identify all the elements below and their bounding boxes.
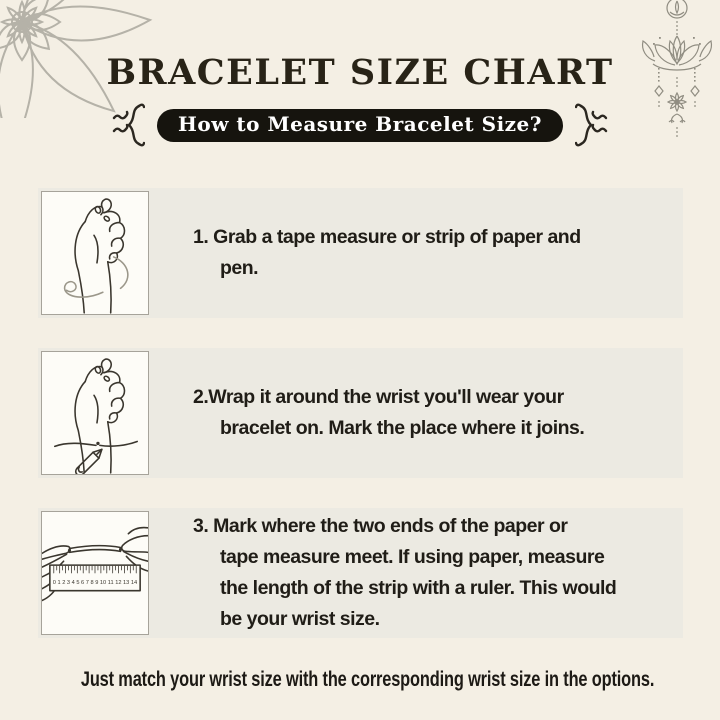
instruction-steps [38, 188, 683, 638]
step2-line1: 2.Wrap it around the wrist you'll wear your [193, 386, 564, 408]
step1-illustration-box [41, 191, 149, 315]
step2-text [193, 382, 680, 444]
subtitle-badge [157, 109, 563, 142]
step1-text [193, 222, 680, 284]
step1-line1: 1. Grab a tape measure or strip of paper and [193, 226, 581, 248]
step3-text [193, 511, 680, 635]
step3-illustration-box [41, 511, 149, 635]
step2-line2: bracelet on. Mark the place where it joins. [220, 417, 585, 439]
step3-line4: be your wrist size. [220, 608, 380, 630]
page-title: BRACELET SIZE CHART [106, 52, 614, 93]
header [0, 0, 720, 148]
subtitle-row [0, 102, 720, 148]
fist-with-tape-loop-illustration [42, 192, 148, 314]
footer-note-text: Just match your wrist size with the corresponding wrist size in the options. [80, 668, 655, 691]
step3-line2: tape measure meet. If using paper, measure [220, 546, 605, 568]
hands-stretching-strip-over-ruler-illustration [42, 512, 148, 634]
footer-note [0, 668, 720, 692]
step3-line1: 3. Mark where the two ends of the paper or [193, 515, 568, 537]
subtitle-badge-label: How to Measure Bracelet Size? [178, 111, 542, 136]
flourish-left-icon [111, 102, 145, 148]
step2-illustration-box [41, 351, 149, 475]
step-row-3 [38, 508, 683, 638]
fist-with-pen-marking-wrist-illustration [42, 352, 148, 474]
ruler-numbers: 0 1 2 3 4 5 6 7 8 9 10 11 12 13 14 [52, 579, 138, 586]
step-row-1 [38, 188, 683, 318]
step-row-2 [38, 348, 683, 478]
step3-line3: the length of the strip with a ruler. This would [220, 577, 617, 599]
flourish-right-icon [575, 102, 609, 148]
step1-line2: pen. [220, 257, 259, 279]
